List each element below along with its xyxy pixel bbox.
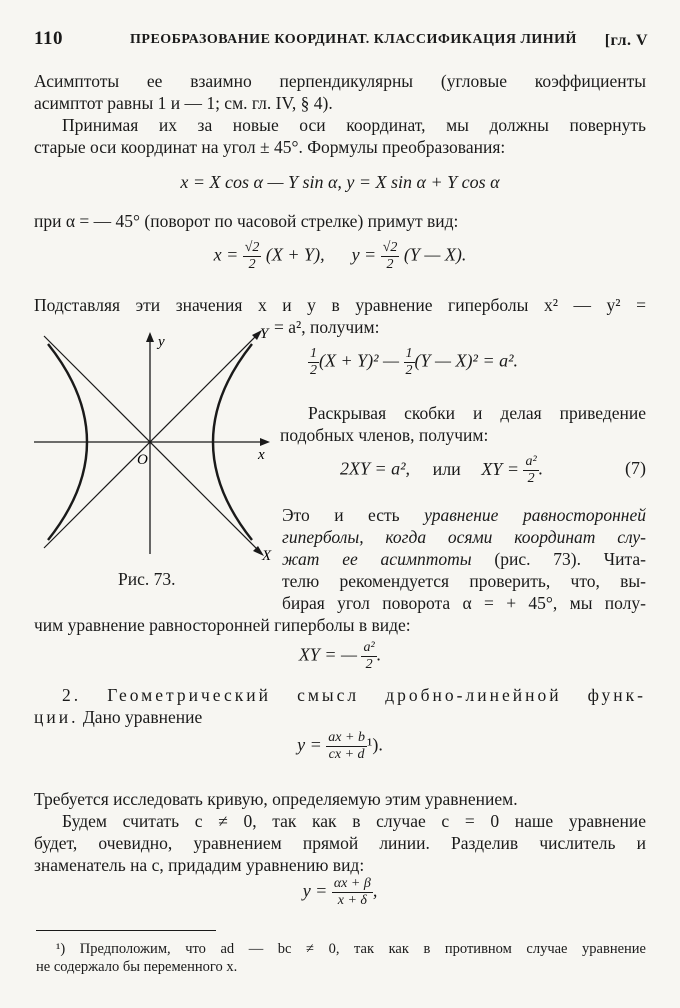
fractional-linear-function <box>34 730 646 763</box>
f7-frac <box>332 876 373 909</box>
para5-line2: подобных членов, получим: <box>280 425 489 445</box>
para6-line6: чим уравнение равносторонней гиперболы в виде: <box>34 615 411 635</box>
f4-frac-num: a² <box>525 454 537 469</box>
para6-line3-a: жат ее асимптоты <box>282 549 472 569</box>
f5-lhs: XY = — <box>298 644 357 665</box>
f3-term-1: (X + Y)² — <box>319 350 400 371</box>
section2-heading-line2 <box>34 706 646 728</box>
asymptote-X <box>44 336 258 550</box>
f2-left-x: x = <box>213 244 239 265</box>
page-number: 110 <box>34 28 63 49</box>
para1-line2: асимптот равны 1 и — 1; см. гл. IV, § 4). <box>34 93 333 113</box>
f4-frac-den: 2 <box>527 471 535 486</box>
hyperbola-figure <box>34 322 280 562</box>
x-axis-arrow <box>260 438 270 446</box>
label-Y: Y <box>260 326 269 342</box>
para1-line1: Асимптоты ее взаимно перпендикулярны (угловые коэффициенты <box>34 71 646 91</box>
f5-end: . <box>376 644 382 665</box>
para6-line3-b: (рис. 73). Чита- <box>494 549 646 569</box>
chapter-label: [гл. V <box>604 32 648 49</box>
f7-frac-num: αx + β <box>333 876 371 891</box>
figure-caption: Рис. 73. <box>118 569 176 589</box>
f5-frac-num: a² <box>363 640 375 655</box>
para8-line2: будет, очевидно, уравнением прямой линии. Разделив числитель и <box>34 833 646 853</box>
para6-line4: телю рекомендуется проверить, что, вы- <box>282 571 646 591</box>
f2-frac-1 <box>243 240 262 273</box>
f3-term-2: (Y — X)² = a². <box>414 350 518 371</box>
section2-heading-line2-a: ции. <box>34 707 79 727</box>
para7: Требуется исследовать кривую, определяемую этим уравнением. <box>34 789 518 809</box>
f3-frac-2 <box>404 346 415 379</box>
f2-left-rest: (X + Y), <box>265 244 325 265</box>
label-x: x <box>258 447 265 463</box>
f6-lhs: y = <box>297 734 322 755</box>
para2-line2: старые оси координат на угол ± 45°. Формулы преобразования: <box>34 137 506 157</box>
f3-frac-1 <box>308 346 319 379</box>
rotation-formula: x = X cos α — Y sin α, y = X sin α + Y cos α <box>180 172 500 192</box>
section2-heading-line1: 2. Геометрический смысл дробно-линейной функ- <box>62 685 646 705</box>
para4-line1: Подставляя эти значения x и y в уравнение гиперболы x² — y² = <box>34 295 646 315</box>
f3-frac-1-num: 1 <box>310 346 317 361</box>
f6-frac-num: ax + b <box>328 730 365 745</box>
para4-line2: = a², получим: <box>274 317 380 337</box>
f2-right-y: y = <box>351 244 377 265</box>
f5-frac <box>361 640 376 673</box>
footnote-line1: ¹) Предположим, что ad — bc ≠ 0, так как в противном случае уравнение <box>56 941 646 957</box>
para6-line1-a: Это и есть <box>282 505 400 525</box>
para6-line1-b: уравнение равносторонней <box>424 505 647 525</box>
hyperbola-rotated-plus45 <box>34 640 646 673</box>
f7-frac-den: x + δ <box>337 893 367 908</box>
para6-line3 <box>282 548 646 570</box>
equation-tag: (7) <box>625 458 646 478</box>
f4-right-lhs: XY = <box>481 458 519 479</box>
f5-frac-den: 2 <box>365 657 373 672</box>
f7-end: , <box>372 880 378 901</box>
f7-lhs: y = <box>302 880 328 901</box>
f6-frac-den: cx + d <box>328 747 365 762</box>
para3: при α = — 45° (поворот по часовой стрелке) примут вид: <box>34 211 459 231</box>
footnote-rule <box>36 930 216 931</box>
f2-frac-2-den: 2 <box>386 257 394 272</box>
para8-line1: Будем считать c ≠ 0, так как в случае c = 0 наше уравнение <box>62 811 646 831</box>
f4-word: или <box>432 458 461 479</box>
running-title: ПРЕОБРАЗОВАНИЕ КООРДИНАТ. КЛАССИФИКАЦИЯ ЛИНИЙ <box>130 32 577 47</box>
para8-line3: знаменатель на c, придадим уравнению вид: <box>34 855 365 875</box>
f3-frac-2-den: 2 <box>405 363 413 378</box>
f2-frac-2 <box>381 240 400 273</box>
f4-left: 2XY = a², <box>340 458 411 479</box>
label-y: y <box>158 334 165 350</box>
f2-frac-2-num: √2 <box>382 240 398 255</box>
rotation-formula-45 <box>34 240 646 273</box>
f3-frac-2-num: 1 <box>405 346 413 361</box>
para6-line5: бирая угол поворота α = + 45°, мы полу- <box>282 593 646 613</box>
label-X: X <box>262 548 272 562</box>
f4-frac <box>523 454 538 487</box>
para2-line1: Принимая их за новые оси координат, мы должны повернуть <box>62 115 646 135</box>
f2-frac-1-den: 2 <box>248 257 256 272</box>
f3-frac-1-den: 2 <box>310 363 317 378</box>
para6-line2: гиперболы, когда осями координат слу- <box>282 527 646 547</box>
label-origin: O <box>137 452 148 468</box>
f6-footnote-mark: ¹). <box>366 734 383 755</box>
f6-frac <box>326 730 367 763</box>
equilateral-hyperbola-equation: 2XY = a², или XY = $\frac{\text{a²}}{2}$ . (7) <box>340 454 646 486</box>
para6-line1 <box>282 504 646 526</box>
f2-frac-1-num: √2 <box>244 240 260 255</box>
normalized-function <box>34 876 646 909</box>
y-axis-arrow <box>146 332 154 342</box>
substituted-equation <box>308 346 608 379</box>
f2-right-rest: (Y — X). <box>403 244 467 265</box>
footnote-line2: не содержало бы переменного x. <box>36 959 238 975</box>
section2-heading-line2-b: Дано уравнение <box>82 707 203 727</box>
para5-line1: Раскрывая скобки и делая приведение <box>308 403 646 423</box>
